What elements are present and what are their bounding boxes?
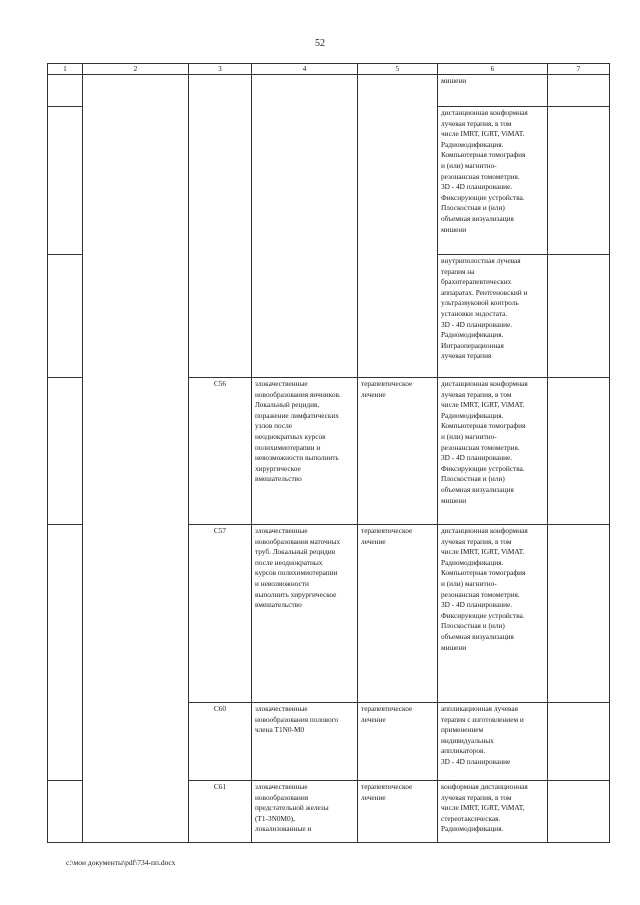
cell-method — [438, 703, 548, 781]
cell-treatment-type — [358, 75, 438, 378]
method-text: конформная дистанционная лучевая терапия, в том числе IMRT, IGRT, ViMAT, стереотаксическая. Радиомодификация. — [441, 782, 528, 834]
method-text: аппликационная лучевая терапия с изготовлением и применением индивидуальных аппликаторов. 3D - 4D планирование — [441, 704, 524, 766]
cell-group — [83, 75, 189, 843]
code-text: C56 — [213, 379, 227, 388]
cell-extra — [548, 255, 610, 378]
cell-index — [48, 75, 83, 107]
column-header: 4 — [252, 64, 358, 75]
method-text: дистанционная конформная лучевая терапия, в том числе IMRT, IGRT, ViMAT. Радиомодификация. Компьютерная томография и (или) магнитно- резонансная томометрия. 3D - 4D планирование. Фиксирующие устройства. Плоскостная и (или) объемная визуализация мишени — [441, 379, 528, 505]
cell-method — [438, 75, 548, 107]
cell-extra — [548, 703, 610, 781]
cell-code — [189, 378, 252, 525]
cell-method — [438, 107, 548, 255]
diagnosis-text: злокачественные новообразования маточных труб. Локальный рецидив после неоднократных курсов полихимиотерапии и невозможности выполнить хирургическое вмешательство — [255, 526, 341, 610]
cell-method — [438, 378, 548, 525]
diagnosis-text: злокачественные новообразования полового члена T1N0-M0 — [255, 704, 339, 735]
page-number: 52 — [315, 38, 325, 49]
cell-index — [48, 107, 83, 255]
cell-treatment-type — [358, 703, 438, 781]
cell-code — [189, 525, 252, 703]
footer-file-path: c:\мои документы\pdf\734-пп.docx — [66, 858, 176, 867]
cell-extra — [548, 525, 610, 703]
cell-code — [189, 703, 252, 781]
diagnosis-text: злокачественные новообразования яичников. Локальный рецидив, поражение лимфатических узлов после неоднократных курсов полихимиотерапии и невозможности выполнить хирургическое вмешательство — [255, 379, 341, 484]
column-header: 6 — [438, 64, 548, 75]
cell-diagnosis — [252, 703, 358, 781]
cell-method — [438, 525, 548, 703]
code-text: C61 — [213, 782, 227, 791]
procedures-table — [47, 63, 610, 843]
cell-index — [48, 255, 83, 378]
cell-index — [48, 781, 83, 843]
cell-method — [438, 781, 548, 843]
cell-extra — [548, 75, 610, 107]
cell-extra — [548, 781, 610, 843]
treatment-type-text: терапевтическое лечение — [361, 379, 413, 399]
column-header: 1 — [48, 64, 83, 75]
cell-diagnosis — [252, 781, 358, 843]
cell-diagnosis — [252, 525, 358, 703]
cell-diagnosis — [252, 75, 358, 378]
treatment-type-text: терапевтическое лечение — [361, 526, 413, 546]
code-text: C57 — [213, 526, 227, 535]
treatment-type-text: терапевтическое лечение — [361, 782, 413, 802]
method-text: внутриполостная лучевая терапия на брахитерапевтических аппаратах. Рентгеновский и ультразвуковой контроль установки эндостата. 3D - 4D планирование. Радиомодификация. Интраоперационная лучевая терапия — [441, 256, 528, 361]
method-text: дистанционная конформная лучевая терапия, в том числе IMRT, IGRT, ViMAT. Радиомодификация. Компьютерная томография и (или) магнитно- резонансная томометрия. 3D - 4D планирование. Фиксирующие устройства. Плоскостная и (или) объемная визуализация мишени — [441, 526, 528, 652]
cell-treatment-type — [358, 525, 438, 703]
column-header: 5 — [358, 64, 438, 75]
cell-index — [48, 525, 83, 781]
diagnosis-text: злокачественные новообразования предстательной железы (T1-3N0M0), локализованные и — [255, 782, 329, 834]
cell-diagnosis — [252, 378, 358, 525]
table-row — [48, 75, 610, 107]
cell-index — [48, 378, 83, 525]
cell-extra — [548, 378, 610, 525]
cell-code — [189, 781, 252, 843]
column-header: 7 — [548, 64, 610, 75]
header-row — [48, 64, 610, 75]
cell-code — [189, 75, 252, 378]
method-text: дистанционная конформная лучевая терапия, в том числе IMRT, IGRT, ViMAT. Радиомодификация. Компьютерная томография и (или) магнитно- резонансная томометрия. 3D - 4D планирование. Фиксирующие устройства. Плоскостная и (или) объемная визуализация мишени — [441, 108, 528, 234]
treatment-type-text: терапевтическое лечение — [361, 704, 413, 724]
code-text: C60 — [213, 704, 227, 713]
cell-treatment-type — [358, 378, 438, 525]
column-header: 2 — [83, 64, 189, 75]
cell-extra — [548, 107, 610, 255]
cell-treatment-type — [358, 781, 438, 843]
column-header: 3 — [189, 64, 252, 75]
cell-method — [438, 255, 548, 378]
method-text: мишени — [441, 76, 467, 85]
